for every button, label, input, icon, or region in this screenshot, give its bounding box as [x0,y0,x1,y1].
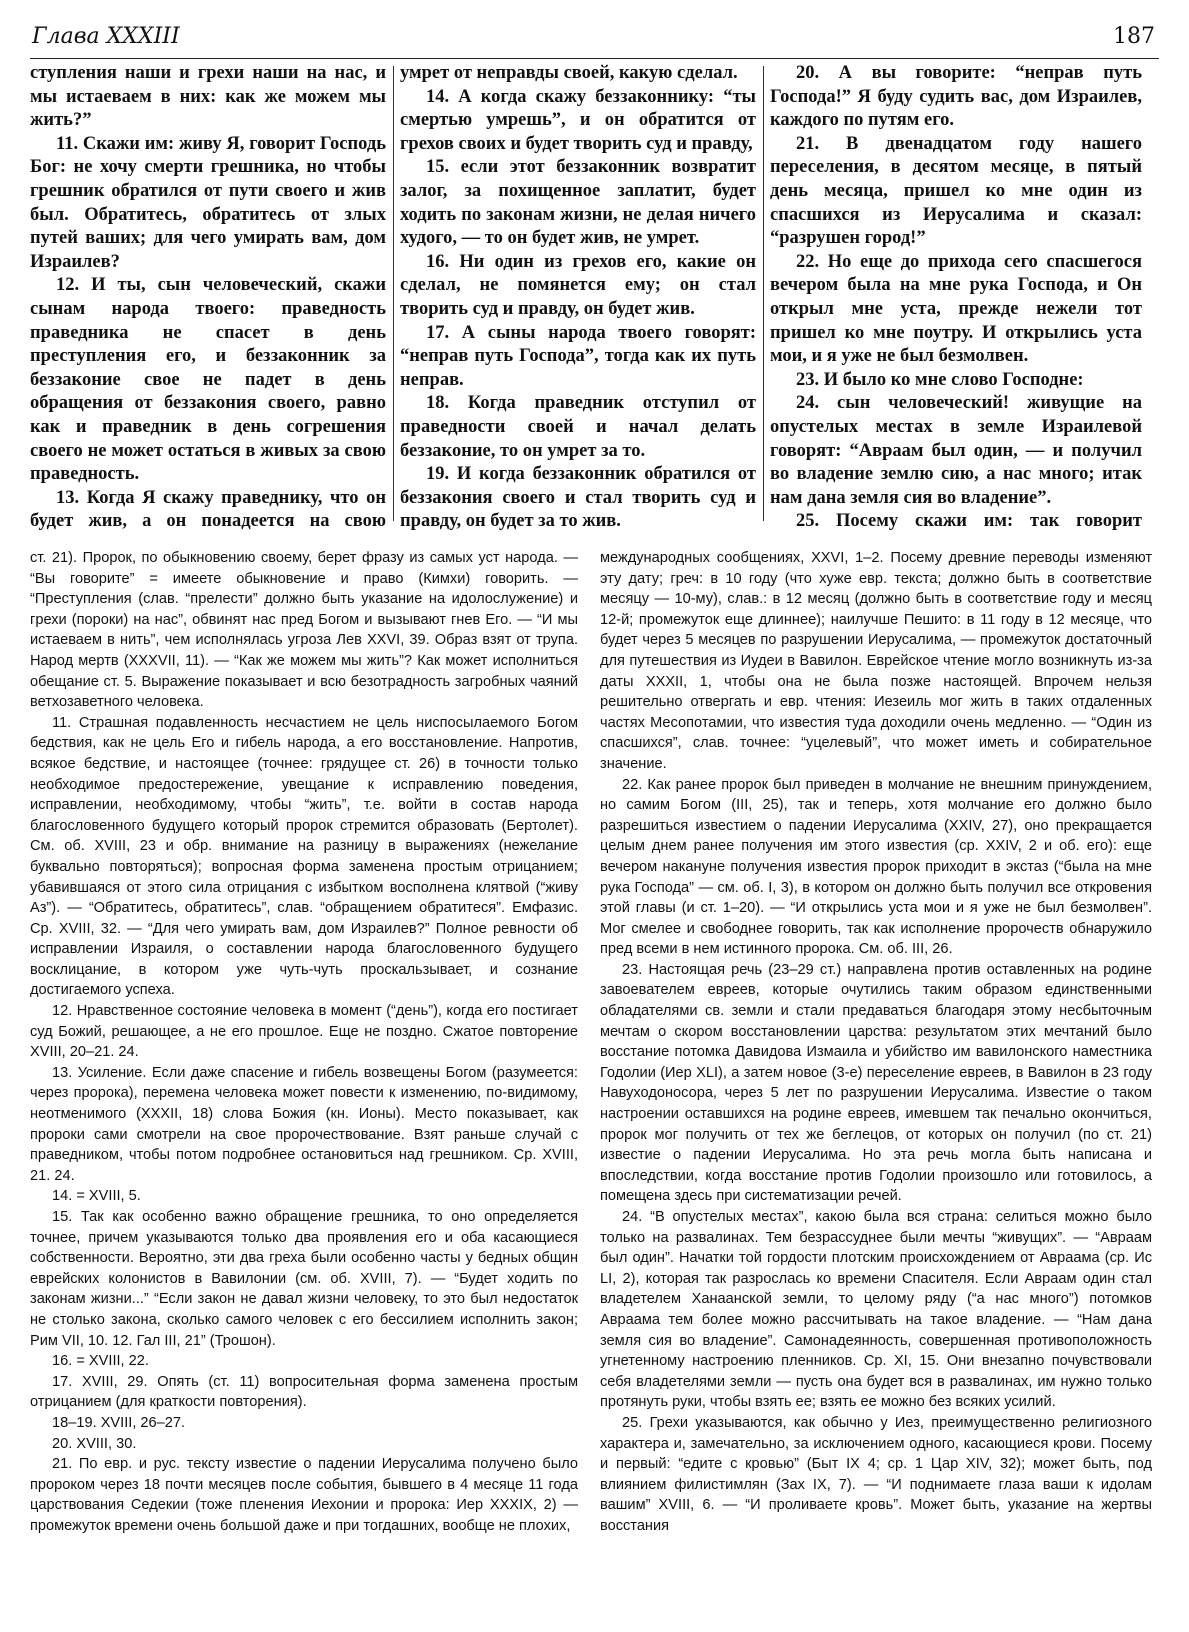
verse-paragraph: 22. Но еще до прихода сего спасшегося вечером была на мне рука Господа, и Он открыл мне уста, прежде нежели тот пришел ко мне поутру. И открылись уста мои, и я уже не был безмолвен. [770,251,1142,367]
commentary-paragraph: 21. По евр. и рус. тексту известие о падении Иерусалима получено было пророком через 18 почти месяцев после события, бывшего в 4 месяце 11 года царствования Седекии (тоже пленения Иехонии и пророка: Иер XXXIX, 2) — промежуток времени очень большой даже и при тогдашних, вообще не плохих, [30,1456,578,1534]
commentary-paragraph: 11. Страшная подавленность несчастием не цель ниспосылаемого Богом бедствия, как не цель Его и гибель народа, а его восстановление. Напротив, всякое бедствие, и настоящее (точнее: грядущее ст. 26) в точности только необходимое предостережение, увещание к исправлению поведения, исправлении, необходимому, чтобы “жить”, т.е. войти в состав народа благословенного будущего который пророк стремится образовать (Бертолет). См. об. XVIII, 23 и обр. внимание на разницу в выражениях (нежелание буквально повторяться); вопросная форма заменена простым отрицанием; убавившаяся от этого сила отрицания с избытком восполнена клятвой (“живу Аз”). — “Обратитесь, обратитесь”, слав. “обращением обратитеся”. Емфазис. Ср. XVIII, 32. — “Для чего умирать вам, дом Израилев?” Полное ревности об исправлении Израиля, о составлении народа благословенного будущего восклицание, в котором уже чуть-чуть проскальзывает, и сознание достигаемого успеха. [30,714,578,999]
verse-paragraph: 11. Скажи им: живу Я, говорит Господь Бог: не хочу смерти грешника, но чтобы грешник обратился от пути своего и жив был. Обратитесь, обратитесь от злых путей ваших; для чего умирать вам, дом Израилев? [30,133,386,272]
running-header [30,20,1159,59]
commentary-paragraph: 18–19. XVIII, 26–27. [52,1414,186,1431]
verse-paragraph: умрет от неправды своей, какую сделал. [400,63,738,83]
commentary-column-1 [30,548,578,1618]
chapter-title: Глава XXXIII [32,24,180,49]
verse-paragraph: 25. Посему скажи им: так говорит [796,511,1142,532]
verse-paragraph: 12. И ты, сын человеческий, скажи сынам народа твоего: праведность праведника не спасет в день преступления его, и беззаконник за беззаконие свое не падет в день обращения от беззакония своего, равно как и праведник в день согрешения своего не может остаться в живых за свою праведность. [30,275,386,485]
commentary-paragraph: ст. 21). Пророк, по обыкновению своему, берет фразу из самых уст народа. — “Вы говорите” = имеете обыкновение и право (Кимхи) говорить. — “Преступления (слав. “прелести” должно быть указание на идолослужение) и грехи (пороки) на нас”, обвинят нас пред Богом и вызывают гнев Его. — “И мы истаеваем в нить”, чем исполнялась угроза Лев XXVI, 39. Образ взят от трупа. Народ мертв (XXXVII, 11). — “Как же можем мы жить”? Как может исполниться обещание ст. 5. Выражение показывает и всю безотрадность загробных чаяний ветхозаветного человека. [30,550,578,711]
verse-paragraph: 16. Ни один из грехов его, какие он сделал, не помянется ему; он стал творить суд и правду, он будет жив. [400,251,756,319]
verse-paragraph: ступления наши и грехи наши на нас, и мы истаеваем в них: как же можем мы жить?” [30,63,386,131]
commentary-text [30,548,1158,1618]
commentary-paragraph: 16. = XVIII, 22. [52,1353,149,1370]
commentary-paragraph: 22. Как ранее пророк был приведен в молчание не внешним принуждением, но самим Богом (III, 25), так и теперь, хотя молчание его должно было разрешиться известием о падении Иерусалима (XXIV, 27), оно прекращается целым днем ранее получения им этого известия (ср. XXIV, 2 и об. его): еще вечером накануне получения известия пророк приходит в экстаз (“была на мне рука Господа” — см. об. I, 3), в котором он должно быть получил все откровения этой главы (и ст. 1–20). — “И открылись уста мои и я уже не был безмолвен”. Мог смелее и свободнее говорить, так как исполнение пророчеств обнаружило пред всеми в нем истинного пророка. См. об. III, 26. [600,776,1152,958]
commentary-paragraph: 20. XVIII, 30. [52,1435,137,1452]
commentary-paragraph: 14. = XVIII, 5. [52,1188,141,1205]
verse-paragraph: 21. В двенадцатом году нашего переселения, в десятом месяце, в пятый день месяца, пришел ко мне один из спасшихся из Иерусалима и сказал: “разрушен город!” [770,133,1142,249]
scripture-column-1 [30,62,386,532]
commentary-paragraph: 23. Настоящая речь (23–29 ст.) направлена против оставленных на родине завоевателем евреев, которые очутились таким образом единственными обладателями св. земли и стали предаваться благодаря этому несбыточным мечтам о скором восстановлении царства: результатом этих мечтаний было восстание потомка Давидова Измаила и убийство им вавилонского наместника Годолии (Иер XLI), а затем новое (3-е) переселение евреев, в Вавилон в 23 году Навуходоносора, через 5 лет по разрушении Иерусалима. Известие о таком настроении оставшихся на родине евреев, имевшем так печально окончиться, пророк мог получить от тех же беглецов, от которых он получил (по ст. 21) известие о падении Иерусалима. Но эта речь могла быть написана и впоследствии, когда восстание против Годолии произошло или готовилось, а помещена здесь при систематизации речей. [600,961,1152,1205]
column-divider [393,66,394,521]
verse-paragraph: 13. Когда Я скажу праведнику, что он будет жив, а он понадеется на свою [30,487,386,532]
verse-paragraph: 14. А когда скажу беззаконнику: “ты смертью умрешь”, и он обратится от грехов своих и будет творить суд и правду, [400,86,756,154]
scripture-text [30,62,1158,532]
verse-paragraph: 15. если этот беззаконник возвратит залог, за похищенное заплатит, будет ходить по законам жизни, не делая ничего худого, — то он будет жив, не умрет. [400,157,756,249]
column-divider [763,66,764,521]
commentary-paragraph: 24. “В опустелых местах”, какою была вся страна: селиться можно было только на развалинах. Тем безрассуднее были мечты “живущих”. — “Авраам был один”. Начатки той гордости плотским происхождением от Авраама (ср. Ис LI, 2), которая так разрослась ко времени Спасителя. Если Авраам один стал владетелем Ханаанской земли, то целому ряду (“а нас много”) потомков Авраама тем более можно рассчитывать на такое владение. — “Нам дана земля сия во владение”. Самонадеянность, совершенная противоположность угнетенному настроению пленников. Ср. XI, 15. Они внезапно почувствовали себя владетелями земли — пусть она будет вся в развалинах, им нужно только протянуть руки, чтобы взять ее; взять ее можно без всяких усилий. [600,1209,1152,1411]
verse-paragraph: 19. И когда беззаконник обратился от беззакония своего и стал творить суд и правду, он будет за то жив. [400,464,756,532]
verse-paragraph: 17. А сыны народа твоего говорят: “неправ путь Господа”, тогда как их путь неправ. [400,322,756,390]
commentary-column-2 [600,548,1152,1618]
commentary-paragraph: 12. Нравственное состояние человека в момент (“день”), когда его постигает суд Божий, решающее, а не его прошлое. Еще не поздно. Сжатое повторение XVIII, 20–21. 24. [30,1003,578,1061]
page-number: 187 [1113,24,1155,49]
scripture-column-3 [770,62,1142,532]
verse-paragraph: 18. Когда праведник отступил от праведности своей и начал делать беззаконие, то он умрет за то. [400,393,756,461]
commentary-paragraph: 13. Усиление. Если даже спасение и гибель возвещены Богом (разумеется: через пророка), перемена человека может повести к изменению, по-видимому, неотменимого (XXXII, 18) слова Божия (кн. Ионы). Место показывает, как пророки сами смотрели на свое пророчествование. Взят раньше случай с праведником, чтобы потом подробнее остановиться над грешником. Ср. XVIII, 21. 24. [30,1064,578,1184]
commentary-paragraph: 17. XVIII, 29. Опять (ст. 11) вопросительная форма заменена простым отрицанием (для краткости повторения). [30,1373,578,1411]
verse-paragraph: 23. И было ко мне слово Господне: [796,369,1084,390]
commentary-paragraph: международных сообщениях, XXVI, 1–2. Посему древние переводы изменяют эту дату; греч: в 10 году (что хуже евр. текста; должно быть в соответствие месяцу — 10-му), слав.: в 12 месяц (должно быть в соответствие году и месяц 12-й; промежуток еще длиннее); наилучше Пешито: в 11 году в 12 месяце, что будет через 5 месяцев по разрушении Иерусалима, — промежуток достаточный для путешествия из Иудеи в Вавилон. Еврейское чтение могло возникнуть из-за даты XXXII, 1, чтобы она не была позже настоящей. Впрочем нельзя решительно отвергать и евр. чтения: Иезеиль мог жить в таких отдаленных частях Месопотамии, что известия туда доходили очень медленно. — “Один из спасшихся”, слав. точнее: “уцелевый”, что может иметь и собирательное значение. [600,550,1152,772]
scripture-column-2 [400,62,756,532]
verse-paragraph: 20. А вы говорите: “неправ путь Господа!” Я буду судить вас, дом Израилев, каждого по путям его. [770,63,1142,131]
commentary-paragraph: 15. Так как особенно важно обращение грешника, то оно определяется точнее, причем указываются только два проявления его и оба касающиеся собственности. Вероятно, эти два греха были особенно часты у бедных общин еврейских колонистов в Вавилонии (см. об. XVIII, 7). — “Будет ходить по законам жизни...” “Если закон не давал жизни человеку, то это был недостаток не столько закона, сколько самого человек с его бессилием исполнить закон; Рим VII, 10. 12. Гал III, 21” (Трошон). [30,1209,578,1349]
commentary-paragraph: 25. Грехи указываются, как обычно у Иез, преимущественно религиозного характера и, замечательно, за исключением одного, касающиеся крови. Посему и первый: “едите с кровью” (Быт IX 4; ср. 1 Цар XIV, 32); может быть, под влиянием филистимлян (Зах IX, 7). — “И поднимаете глаза ваши к идолам вашим” XVIII, 6. — “И проливаете кровь”. Может быть, указание на жертвы восстания [600,1414,1152,1534]
verse-paragraph: 24. сын человеческий! живущие на опустелых местах в земле Израилевой говорят: “Авраам был один, — и получил во владение землю сию, а нас много; итак нам дана земля сия во владение”. [770,393,1142,508]
